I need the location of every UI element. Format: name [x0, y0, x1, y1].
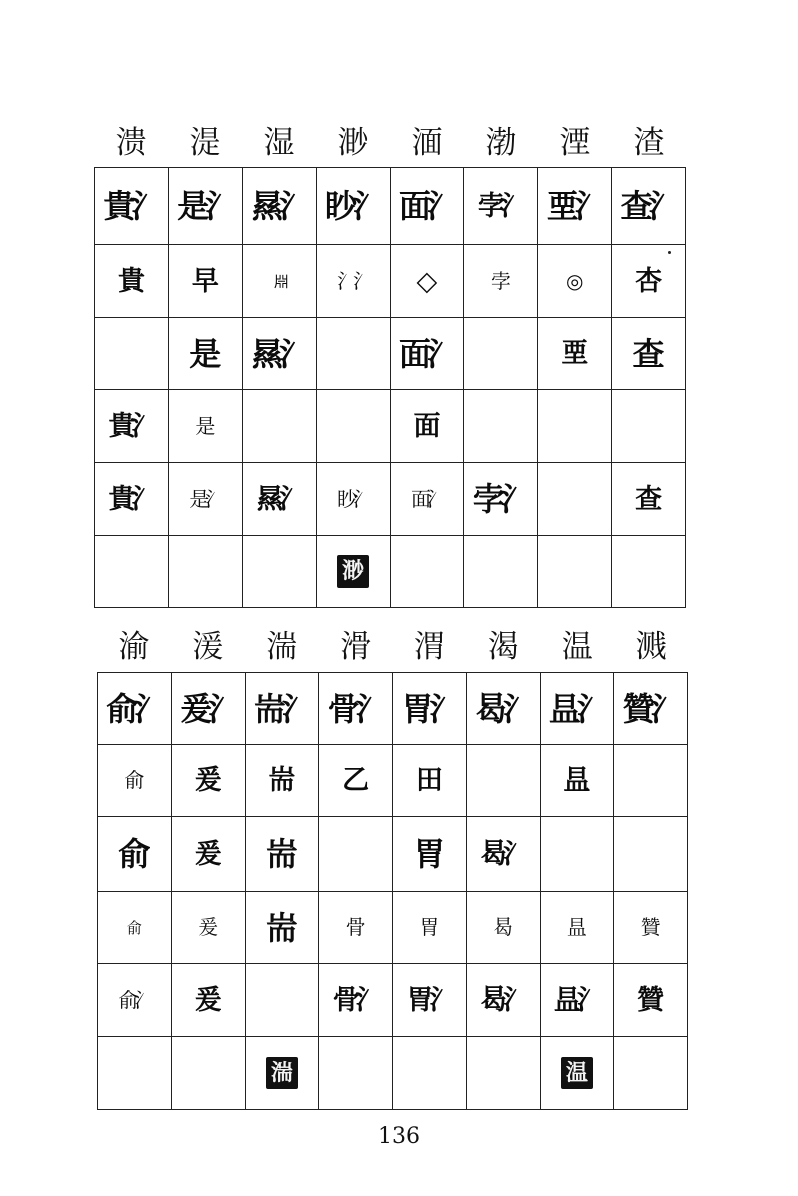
glyph-cell [614, 964, 688, 1037]
column-header: 渭 [413, 629, 445, 665]
column-header: 渝 [118, 629, 150, 665]
glyph-cell [464, 318, 538, 390]
glyph-cell [95, 463, 169, 536]
ancient-glyph: 垔 [561, 338, 589, 369]
ancient-glyph: ◇ [416, 265, 438, 297]
column-header: 湎 [411, 125, 443, 161]
glyph-cell [612, 318, 686, 390]
glyph-cell [316, 168, 390, 245]
glyph-cell [614, 745, 688, 817]
glyph-cell [466, 745, 540, 817]
ancient-glyph: 骨 [345, 915, 366, 939]
glyph-cell [98, 817, 172, 892]
ancient-glyph: 昷氵 [548, 689, 605, 728]
ancient-glyph: 是 [195, 413, 216, 438]
ancient-glyph: 骨氵 [332, 984, 379, 1016]
ancient-glyph: 㬎氵 [256, 483, 303, 515]
glyph-cell [464, 463, 538, 536]
glyph-cell [316, 463, 390, 536]
table-row [98, 892, 688, 964]
ancient-glyph: 曷氵 [475, 689, 532, 728]
ancient-glyph: 面氵 [410, 486, 443, 511]
ancient-glyph: 孛 [490, 268, 511, 293]
glyph-cell [390, 245, 464, 318]
glyph-cell [171, 1037, 245, 1110]
glyph-cell [245, 817, 319, 892]
glyph-cell [393, 892, 467, 964]
ancient-glyph: 胃氵 [406, 984, 453, 1016]
glyph-cell [171, 892, 245, 964]
glyph-cell [168, 318, 242, 390]
glyph-cell [245, 673, 319, 745]
ancient-glyph: 杏 [635, 265, 663, 297]
table-row [95, 463, 686, 536]
ancient-glyph: 昷 [566, 915, 587, 939]
page-number: 136 [378, 1124, 420, 1149]
ancient-glyph: 俞氵 [118, 987, 151, 1012]
ancient-glyph: 骨氵 [327, 689, 384, 728]
table-row [95, 536, 686, 608]
ancient-glyph: 贊 [637, 984, 665, 1016]
column-header: 温 [561, 629, 593, 665]
glyph-cell [466, 892, 540, 964]
ancient-glyph: 孛氵 [477, 190, 524, 222]
glyph-cell [95, 536, 169, 608]
glyph-cell [466, 1037, 540, 1110]
ancient-glyph: ◎ [565, 268, 584, 293]
ancient-glyph: 俞 [126, 919, 142, 937]
section1-header [94, 123, 686, 163]
glyph-cell [242, 390, 316, 463]
glyph-cell [319, 745, 393, 817]
column-header: 湲 [192, 629, 224, 665]
column-header: 渤 [485, 125, 517, 161]
glyph-cell [98, 673, 172, 745]
glyph-cell [95, 390, 169, 463]
ancient-glyph: 面氵 [398, 187, 455, 225]
column-header: 湜 [189, 125, 221, 161]
glyph-cell [95, 245, 169, 318]
glyph-cell [614, 1037, 688, 1110]
glyph-cell [464, 536, 538, 608]
glyph-cell [319, 1037, 393, 1110]
glyph-cell [316, 245, 390, 318]
table-row [98, 964, 688, 1037]
glyph-cell [614, 892, 688, 964]
glyph-cell [393, 964, 467, 1037]
table-row [95, 390, 686, 463]
glyph-cell [168, 168, 242, 245]
glyph-cell [393, 1037, 467, 1110]
glyph-cell [538, 536, 612, 608]
glyph-cell [390, 463, 464, 536]
ancient-glyph: 贊氵 [622, 689, 679, 728]
glyph-cell [540, 964, 614, 1037]
column-header: 湍 [266, 629, 298, 665]
ancient-glyph: 是氵 [177, 187, 234, 225]
section2-header [97, 627, 688, 667]
table-row [95, 245, 686, 318]
ancient-glyph: 耑 [268, 765, 296, 796]
ancient-glyph: 面 [413, 410, 441, 442]
ancient-glyph: 胃 [419, 915, 440, 939]
ancient-glyph: 㬎氵 [251, 187, 308, 225]
glyph-cell [612, 168, 686, 245]
glyph-cell [168, 536, 242, 608]
glyph-cell [538, 463, 612, 536]
glyph-cell [540, 892, 614, 964]
glyph-cell [464, 168, 538, 245]
glyph-cell [540, 1037, 614, 1110]
glyph-cell [466, 964, 540, 1037]
ancient-glyph: 㬎氵 [251, 334, 308, 373]
seal-glyph: 渺 [337, 555, 369, 587]
glyph-cell [168, 245, 242, 318]
glyph-cell [316, 390, 390, 463]
seal-glyph: 湍 [266, 1057, 298, 1089]
column-header: 湮 [559, 125, 591, 161]
glyph-cell [98, 1037, 172, 1110]
glyph-cell [319, 892, 393, 964]
ancient-glyph: 俞 [124, 768, 145, 792]
ancient-glyph: 爰 [198, 915, 219, 939]
ancient-glyph: 早 [191, 265, 219, 297]
ancient-glyph: 貴氵 [108, 483, 155, 515]
glyph-cell [168, 463, 242, 536]
ancient-glyph: 耑 [265, 835, 298, 873]
ancient-glyph: 胃氵 [401, 689, 458, 728]
ancient-glyph: 爰 [194, 765, 222, 796]
glyph-cell [316, 536, 390, 608]
glyph-cell [319, 964, 393, 1037]
glyph-cell [242, 318, 316, 390]
table-row [95, 168, 686, 245]
glyph-cell [245, 964, 319, 1037]
glyph-cell [95, 318, 169, 390]
glyph-cell [540, 673, 614, 745]
ancient-glyph: 𣶒 [273, 272, 285, 291]
section1-table [94, 167, 686, 608]
ancient-glyph: 是 [189, 334, 222, 373]
column-header: 渴 [487, 629, 519, 665]
ancient-glyph: 貴氵 [108, 410, 155, 442]
glyph-cell [466, 817, 540, 892]
glyph-cell [540, 745, 614, 817]
glyph-cell [393, 745, 467, 817]
ancient-glyph: 田 [415, 765, 443, 796]
table-row [98, 817, 688, 892]
glyph-cell [466, 673, 540, 745]
glyph-cell [612, 536, 686, 608]
ancient-glyph: 胃 [413, 835, 446, 873]
glyph-cell [390, 168, 464, 245]
ancient-glyph: 孛氵 [472, 480, 529, 518]
ancient-glyph: 眇氵 [337, 486, 370, 511]
glyph-cell [538, 245, 612, 318]
glyph-cell [245, 1037, 319, 1110]
glyph-cell [538, 168, 612, 245]
glyph-cell [538, 318, 612, 390]
glyph-cell [464, 390, 538, 463]
glyph-cell [393, 817, 467, 892]
glyph-cell [390, 390, 464, 463]
ancient-glyph: 面氵 [398, 334, 455, 373]
ancient-glyph: 曷氵 [480, 984, 527, 1016]
glyph-cell [98, 892, 172, 964]
margin-mark [668, 251, 671, 254]
ancient-glyph: 貴 [117, 265, 145, 297]
column-header: 溃 [115, 125, 147, 161]
seal-glyph: 温 [561, 1057, 593, 1089]
ancient-glyph: 耑 [265, 908, 298, 947]
ancient-glyph: 貴氵 [103, 187, 160, 225]
glyph-cell [614, 817, 688, 892]
ancient-glyph: 昷氵 [553, 984, 600, 1016]
glyph-cell [390, 318, 464, 390]
glyph-cell [538, 390, 612, 463]
table-row [98, 1037, 688, 1110]
glyph-cell [95, 168, 169, 245]
ancient-glyph: 俞氵 [106, 689, 163, 728]
glyph-cell [612, 390, 686, 463]
glyph-cell [98, 745, 172, 817]
glyph-cell [393, 673, 467, 745]
glyph-cell [614, 673, 688, 745]
ancient-glyph: 垔氵 [546, 187, 603, 225]
table-row [98, 673, 688, 745]
glyph-cell [540, 817, 614, 892]
ancient-glyph: 氵氵 [337, 268, 370, 293]
glyph-cell [464, 245, 538, 318]
ancient-glyph: 是氵 [189, 486, 222, 511]
glyph-cell [612, 245, 686, 318]
glyph-cell [242, 245, 316, 318]
ancient-glyph: 耑氵 [253, 689, 310, 728]
ancient-glyph: 俞 [118, 835, 151, 873]
glyph-cell [242, 463, 316, 536]
glyph-cell [245, 892, 319, 964]
glyph-cell [98, 964, 172, 1037]
ancient-glyph: 爰 [194, 838, 222, 870]
column-header: 渣 [633, 125, 665, 161]
glyph-cell [171, 817, 245, 892]
ancient-glyph: 查 [632, 334, 665, 373]
glyph-cell [612, 463, 686, 536]
ancient-glyph: 爰 [194, 984, 222, 1016]
section2-table [97, 672, 688, 1110]
table-row [98, 745, 688, 817]
ancient-glyph: 曷 [493, 915, 514, 939]
ancient-glyph: 查氵 [620, 187, 677, 225]
glyph-cell [242, 168, 316, 245]
glyph-cell [168, 390, 242, 463]
column-header: 溅 [635, 629, 667, 665]
column-header: 渺 [337, 125, 369, 161]
ancient-glyph: 眇氵 [325, 187, 382, 225]
glyph-cell [316, 318, 390, 390]
glyph-cell [319, 673, 393, 745]
table-row [95, 318, 686, 390]
ancient-glyph: 乙 [342, 765, 370, 796]
glyph-cell [171, 964, 245, 1037]
column-header: 湿 [263, 125, 295, 161]
ancient-glyph: 曷氵 [480, 838, 527, 870]
ancient-glyph: 查 [635, 483, 663, 515]
ancient-glyph: 爰氵 [180, 689, 237, 728]
ancient-glyph: 昷 [563, 765, 591, 796]
glyph-cell [171, 745, 245, 817]
glyph-cell [245, 745, 319, 817]
column-header: 滑 [340, 629, 372, 665]
glyph-cell [171, 673, 245, 745]
glyph-cell [390, 536, 464, 608]
glyph-cell [319, 817, 393, 892]
ancient-glyph: 贊 [640, 915, 661, 939]
glyph-cell [242, 536, 316, 608]
